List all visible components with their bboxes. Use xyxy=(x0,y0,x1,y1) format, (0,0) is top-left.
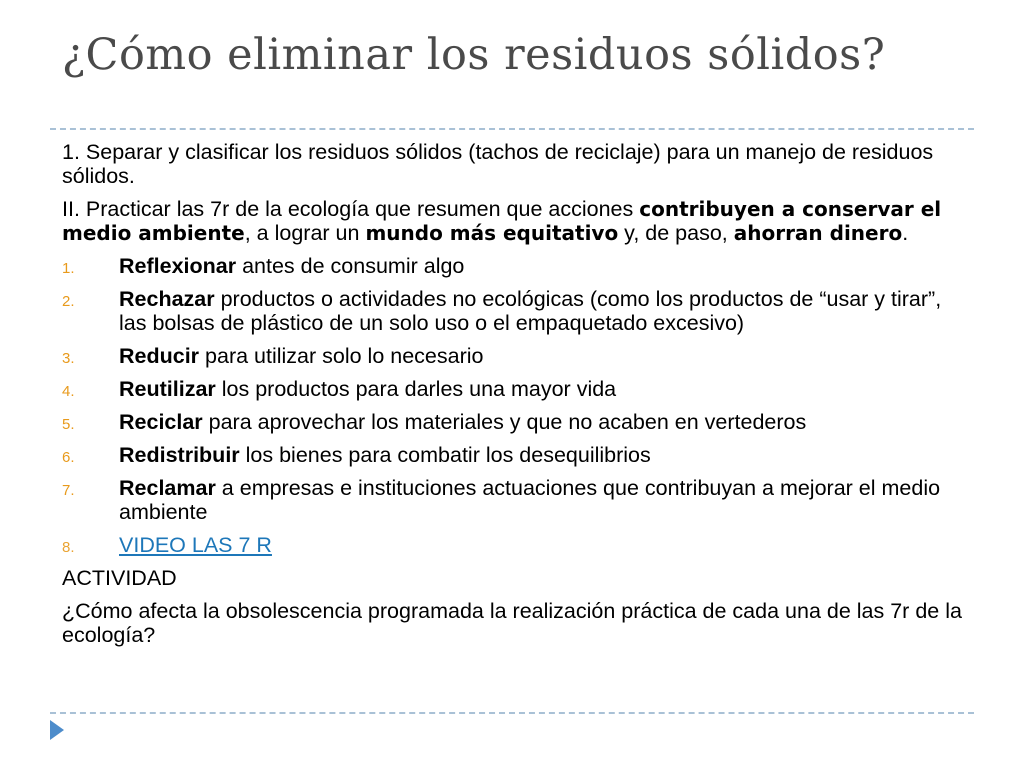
slide-title: ¿Cómo eliminar los residuos sólidos? xyxy=(62,30,886,80)
paragraph-2-text-g: . xyxy=(902,221,909,245)
list-item xyxy=(62,443,962,467)
list-number: 5. xyxy=(62,416,75,433)
list-number: 7. xyxy=(62,482,75,499)
list-number: 3. xyxy=(62,350,75,367)
step-text: productos o actividades no ecológicas (como los productos de “usar y tirar”, las bolsas de plástico de un solo uso o el empaquetado excesivo) xyxy=(119,287,942,335)
list-item xyxy=(62,533,962,557)
slide-body xyxy=(62,140,962,656)
paragraph-2 xyxy=(62,197,962,245)
list-item xyxy=(62,287,962,335)
paragraph-2-text-e: y, de paso, xyxy=(618,221,734,245)
step-keyword: Reutilizar xyxy=(119,377,216,401)
step-keyword: Reflexionar xyxy=(119,254,237,278)
step-keyword: Rechazar xyxy=(119,287,215,311)
paragraph-2-bold-d: mundo más equitativo xyxy=(365,221,619,245)
paragraph-2-text-c: , a lograr un xyxy=(244,221,366,245)
step-text: los productos para darles una mayor vida xyxy=(215,377,617,401)
list-number: 4. xyxy=(62,383,75,400)
steps-list xyxy=(62,254,962,557)
step-keyword: Reclamar xyxy=(119,476,216,500)
list-item xyxy=(62,254,962,278)
step-text: para aprovechar los materiales y que no acaben en vertederos xyxy=(202,410,807,434)
paragraph-2-text-a: II. Practicar las 7r de la ecología que resumen que acciones xyxy=(62,197,640,221)
list-number: 1. xyxy=(62,260,75,277)
step-text: a empresas e instituciones actuaciones que contribuyan a mejorar el medio ambiente xyxy=(119,476,941,524)
step-keyword: Reducir xyxy=(119,344,200,368)
list-number: 2. xyxy=(62,293,75,310)
list-item xyxy=(62,344,962,368)
step-text: los bienes para combatir los desequilibrios xyxy=(239,443,651,467)
list-number: 6. xyxy=(62,449,75,466)
paragraph-1: 1. Separar y clasificar los residuos sólidos (tachos de reciclaje) para un manejo de residuos sólidos. xyxy=(62,140,934,188)
play-arrow-icon[interactable] xyxy=(50,720,64,740)
paragraph-2-bold-f: ahorran dinero xyxy=(733,221,903,245)
paragraph-2-bold-b: contribuyen a conservar el medio ambiente xyxy=(62,197,942,245)
activity-question: ¿Cómo afecta la obsolescencia programada la realización práctica de cada una de las 7r de la ecología? xyxy=(62,599,962,647)
step-text: antes de consumir algo xyxy=(236,254,465,278)
video-link[interactable]: VIDEO LAS 7 R xyxy=(119,533,272,557)
step-text: para utilizar solo lo necesario xyxy=(199,344,484,368)
step-keyword: Reciclar xyxy=(119,410,203,434)
list-item xyxy=(62,476,962,524)
list-item xyxy=(62,410,962,434)
bottom-divider xyxy=(50,712,974,714)
activity-label: ACTIVIDAD xyxy=(62,566,177,590)
top-divider xyxy=(50,128,974,130)
list-number: 8. xyxy=(62,539,75,556)
list-item xyxy=(62,377,962,401)
step-keyword: Redistribuir xyxy=(119,443,240,467)
